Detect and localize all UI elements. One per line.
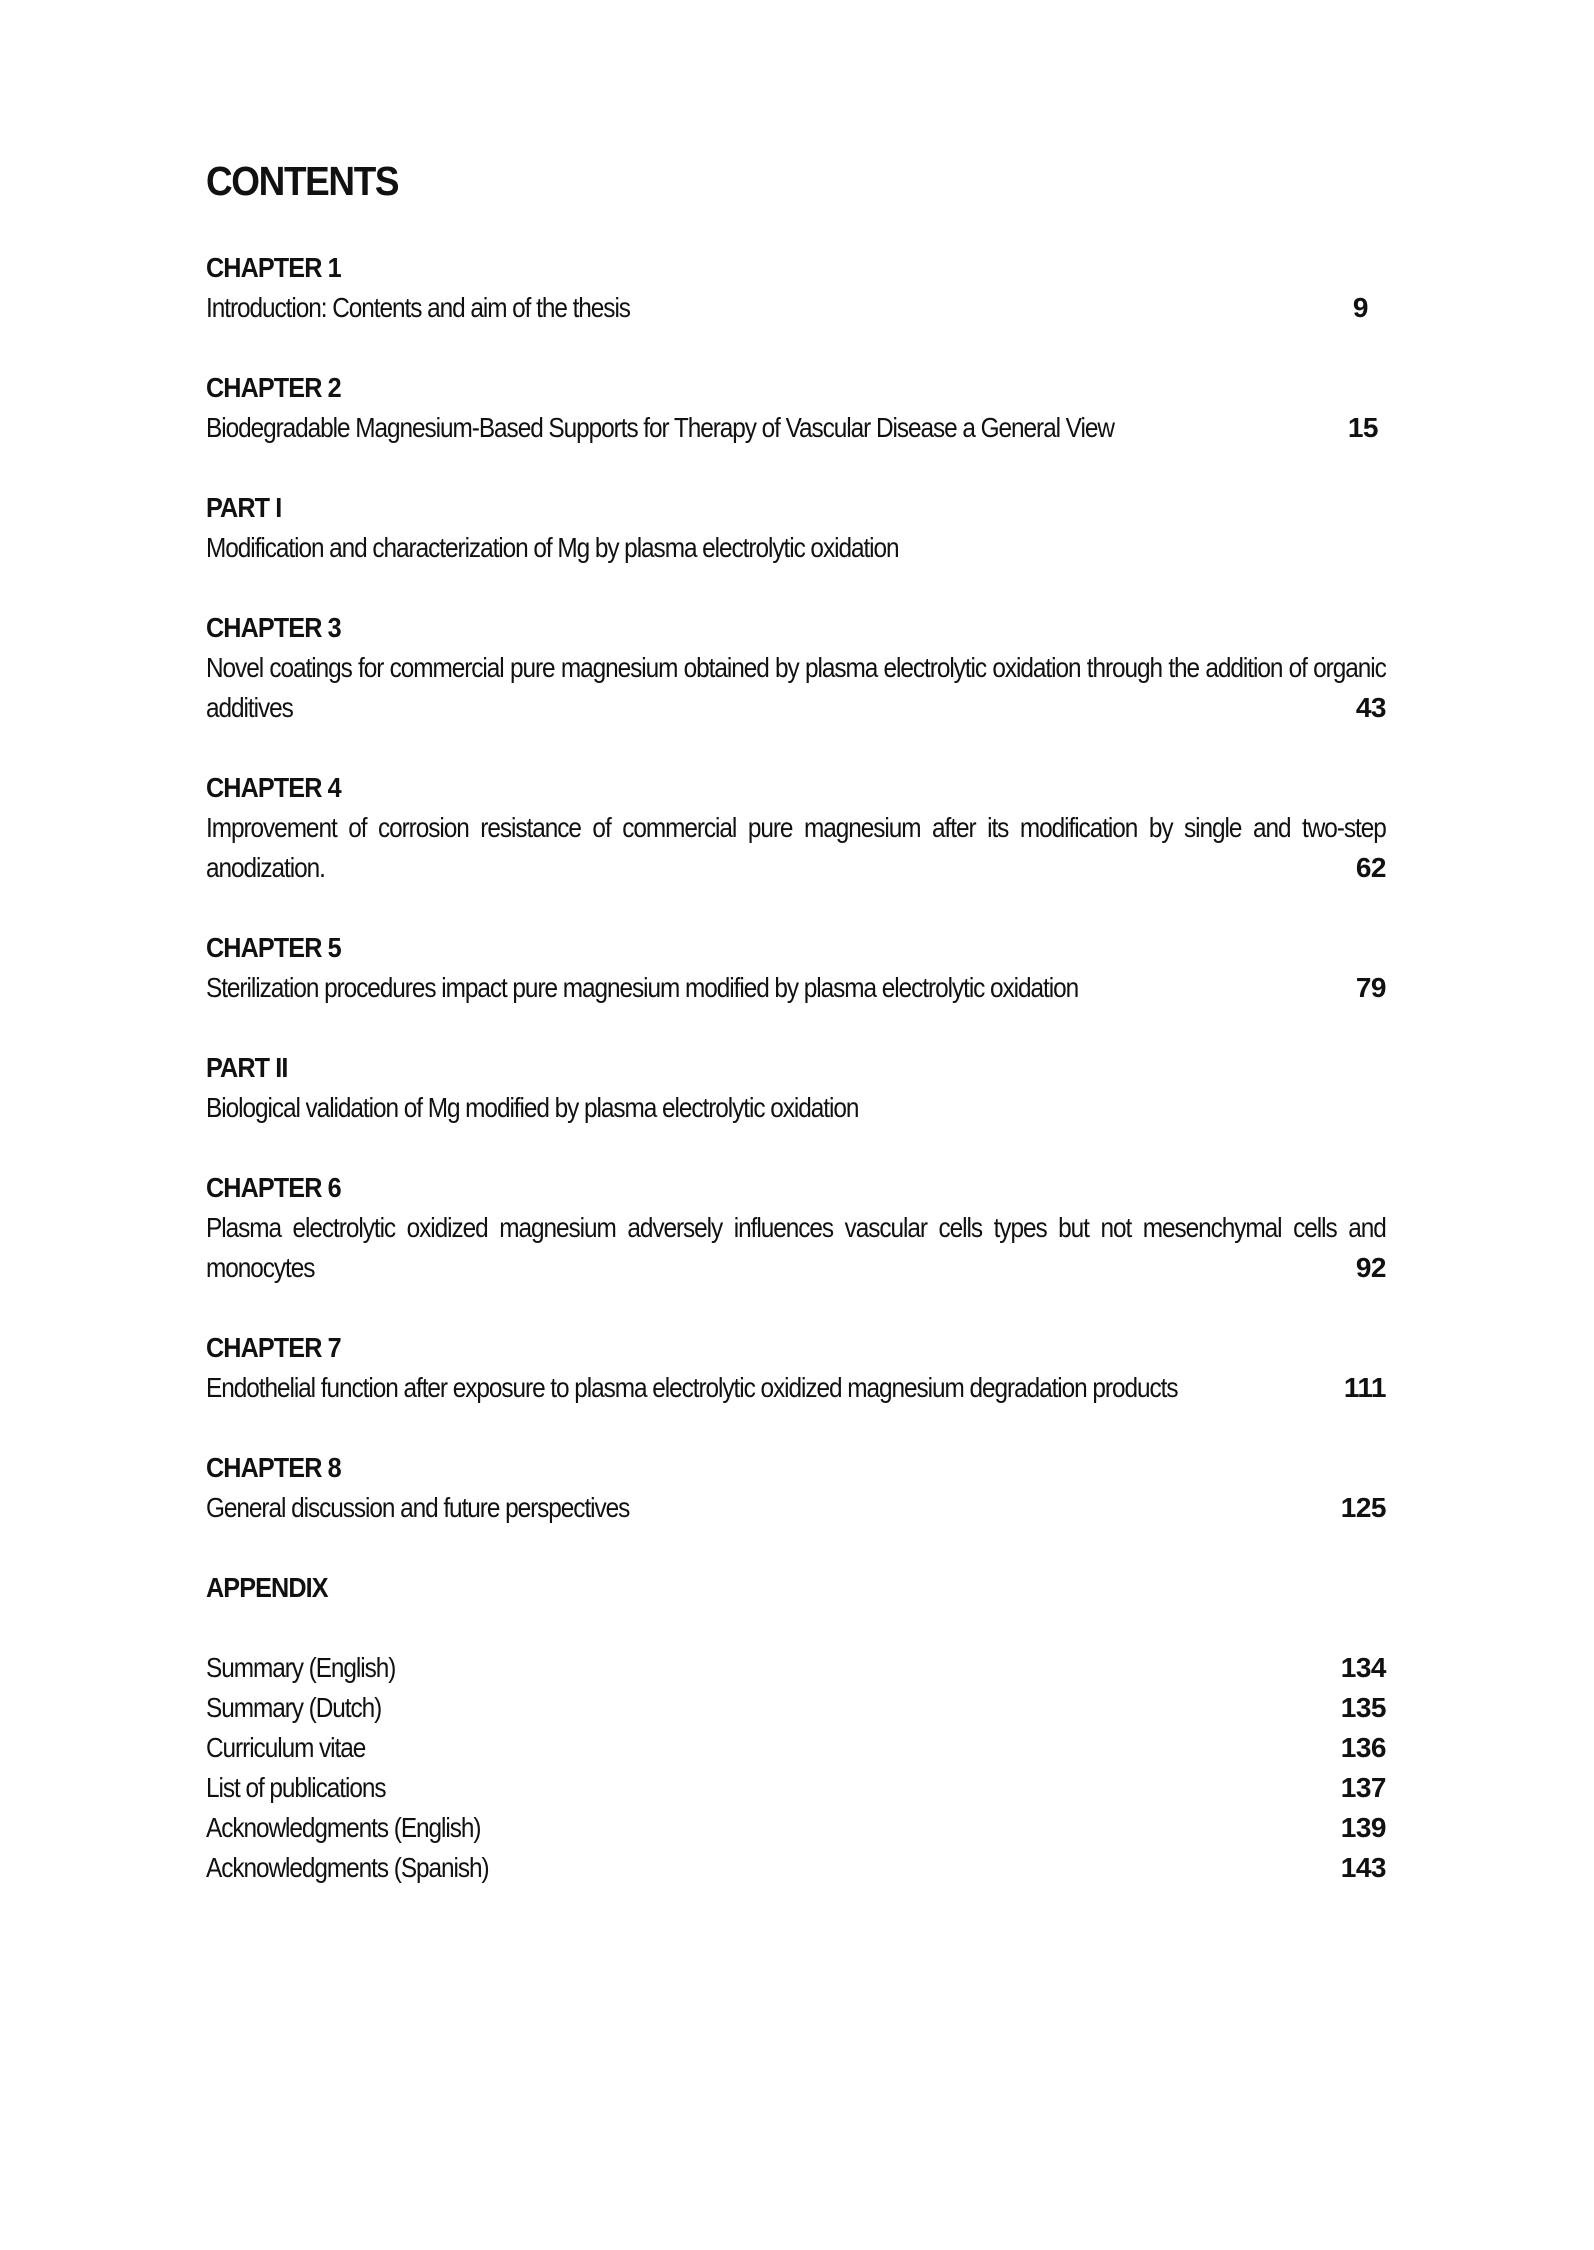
- entry-label: CHAPTER 5: [206, 932, 341, 963]
- entry-label: CHAPTER 4: [206, 772, 341, 803]
- entry-title: Modification and characterization of Mg by plasma electrolytic oxidation: [206, 532, 899, 563]
- entry-title: Novel coatings for commercial pure magnesium obtained by plasma electrolytic oxidation through the addition of organic additives: [206, 652, 1386, 723]
- toc-entry-chapter-2[interactable]: [206, 368, 1386, 448]
- toc-entry-chapter-7[interactable]: [206, 1328, 1386, 1408]
- entry-page-number: 62: [1355, 852, 1386, 883]
- appendix-item-title: List of publications: [206, 1772, 386, 1803]
- appendix-item[interactable]: [206, 1848, 1386, 1888]
- toc-entry-chapter-4[interactable]: [206, 768, 1386, 888]
- toc-appendix-heading: [206, 1568, 1386, 1608]
- toc-entry-chapter-5[interactable]: [206, 928, 1386, 1008]
- entry-title: Endothelial function after exposure to plasma electrolytic oxidized magnesium degradation products: [206, 1372, 1178, 1403]
- entry-page-number: 92: [1355, 1252, 1386, 1283]
- entry-label: CHAPTER 8: [206, 1452, 341, 1483]
- appendix-item-title: Summary (English): [206, 1652, 396, 1683]
- entry-page-number: 15: [1347, 412, 1378, 443]
- page-title: CONTENTS: [206, 158, 399, 204]
- appendix-item-page: 135: [1340, 1692, 1386, 1723]
- appendix-item-page: 137: [1340, 1772, 1386, 1803]
- toc-entry-chapter-1[interactable]: [206, 248, 1386, 328]
- appendix-item-title: Acknowledgments (English): [206, 1812, 481, 1843]
- appendix-item-page: 136: [1340, 1732, 1386, 1763]
- entry-title: General discussion and future perspectives: [206, 1492, 630, 1523]
- appendix-item-page: 134: [1340, 1652, 1386, 1683]
- toc-entry-chapter-8[interactable]: [206, 1448, 1386, 1528]
- appendix-list: [206, 1648, 1386, 1888]
- appendix-item-title: Summary (Dutch): [206, 1692, 382, 1723]
- appendix-label: APPENDIX: [206, 1572, 328, 1603]
- appendix-item[interactable]: [206, 1808, 1386, 1848]
- appendix-item-title: Curriculum vitae: [206, 1732, 366, 1763]
- toc-entry-part-2[interactable]: [206, 1048, 1386, 1128]
- toc-entry-chapter-3[interactable]: [206, 608, 1386, 728]
- entry-page-number: 9: [1352, 292, 1368, 323]
- entry-label: CHAPTER 6: [206, 1172, 341, 1203]
- toc-entry-part-1[interactable]: [206, 488, 1386, 568]
- entry-title: Improvement of corrosion resistance of commercial pure magnesium after its modification by single and two-step anodization.: [206, 812, 1386, 883]
- entry-title: Introduction: Contents and aim of the thesis: [206, 292, 630, 323]
- entry-label: CHAPTER 3: [206, 612, 341, 643]
- appendix-item[interactable]: [206, 1688, 1386, 1728]
- toc-entry-chapter-6[interactable]: [206, 1168, 1386, 1288]
- appendix-item-page: 139: [1340, 1812, 1386, 1843]
- entry-label: CHAPTER 1: [206, 252, 341, 283]
- entry-title: Plasma electrolytic oxidized magnesium adversely influences vascular cells types but not mesenchymal cells and monocytes: [206, 1212, 1386, 1283]
- entry-title: Biological validation of Mg modified by plasma electrolytic oxidation: [206, 1092, 859, 1123]
- entry-label: CHAPTER 2: [206, 372, 341, 403]
- entry-label: CHAPTER 7: [206, 1332, 341, 1363]
- appendix-item-title: Acknowledgments (Spanish): [206, 1852, 489, 1883]
- entry-page-number: 111: [1343, 1372, 1386, 1403]
- appendix-item-page: 143: [1340, 1852, 1386, 1883]
- entry-title: Biodegradable Magnesium-Based Supports for Therapy of Vascular Disease a General View: [206, 412, 1114, 443]
- entry-label: PART II: [206, 1052, 288, 1083]
- entry-page-number: 43: [1355, 692, 1386, 723]
- appendix-item[interactable]: [206, 1768, 1386, 1808]
- entry-page-number: 125: [1340, 1492, 1386, 1523]
- entry-title: Sterilization procedures impact pure magnesium modified by plasma electrolytic oxidation: [206, 972, 1079, 1003]
- entry-label: PART I: [206, 492, 282, 523]
- appendix-item[interactable]: [206, 1648, 1386, 1688]
- appendix-item[interactable]: [206, 1728, 1386, 1768]
- entry-page-number: 79: [1355, 972, 1386, 1003]
